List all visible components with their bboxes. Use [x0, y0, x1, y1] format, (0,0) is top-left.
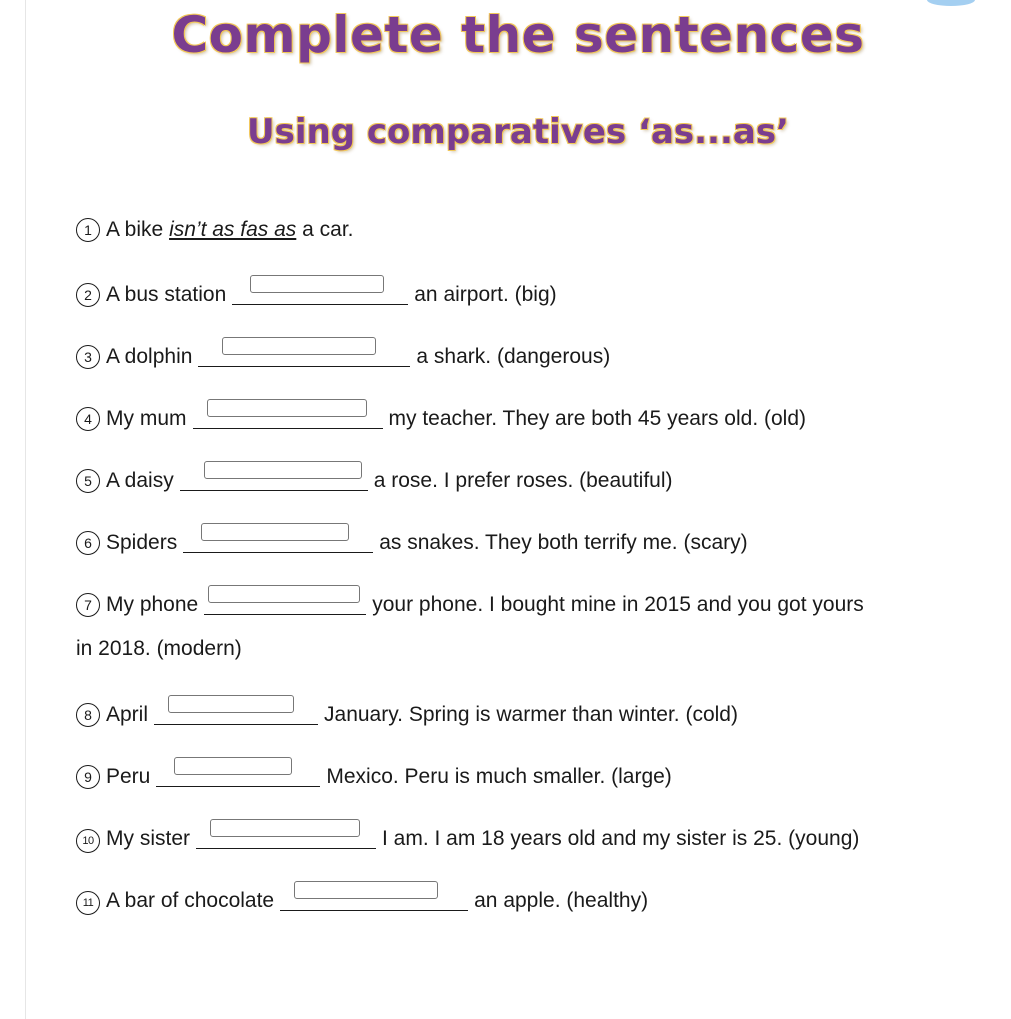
answer-input-8[interactable] — [168, 695, 294, 713]
item-number: 2 — [76, 283, 100, 307]
sentence-start: April — [106, 703, 149, 726]
item-number: 9 — [76, 765, 100, 789]
sentence-2 — [76, 280, 557, 308]
answer-blank — [204, 590, 366, 615]
answer-input-6[interactable] — [201, 523, 349, 541]
sentence-end: an airport. (big) — [414, 283, 557, 306]
item-number: 1 — [76, 218, 100, 242]
answer-input-10[interactable] — [210, 819, 360, 837]
example-answer: isn’t as fas as — [169, 218, 297, 241]
sentence-8 — [76, 700, 738, 728]
page-edge — [25, 0, 26, 1019]
answer-blank — [232, 280, 408, 305]
answer-blank — [196, 824, 376, 849]
sentence-9 — [76, 762, 672, 790]
item-number: 3 — [76, 345, 100, 369]
answer-blank — [180, 466, 368, 491]
sentence-start: My phone — [106, 593, 199, 616]
sentence-end: Mexico. Peru is much smaller. (large) — [326, 765, 672, 788]
worksheet-title: Complete the sentences — [171, 6, 865, 64]
sentence-start: Spiders — [106, 531, 178, 554]
sentence-end: a shark. (dangerous) — [416, 345, 611, 368]
sentence-end: my teacher. They are both 45 years old. (old) — [388, 407, 806, 430]
sentence-end: a rose. I prefer roses. (beautiful) — [373, 469, 673, 492]
answer-blank — [154, 700, 318, 725]
item-number: 6 — [76, 531, 100, 555]
sentence-3 — [76, 342, 610, 370]
item-number: 4 — [76, 407, 100, 431]
item-number: 10 — [76, 829, 100, 853]
answer-blank — [183, 528, 373, 553]
sentence-4 — [76, 404, 806, 432]
answer-blank — [198, 342, 410, 367]
sentence-start: A bike — [106, 218, 164, 241]
sentence-end: I am. I am 18 years old and my sister is 25. (young) — [382, 827, 860, 850]
sentence-start: A dolphin — [106, 345, 193, 368]
answer-input-11[interactable] — [294, 881, 438, 899]
answer-input-4[interactable] — [207, 399, 367, 417]
answer-blank — [280, 886, 468, 911]
answer-input-3[interactable] — [222, 337, 376, 355]
answer-blank — [156, 762, 320, 787]
sentence-end: a car. — [302, 218, 354, 241]
item-number: 11 — [76, 891, 100, 915]
answer-input-2[interactable] — [250, 275, 384, 293]
sentence-7-continuation: in 2018. (modern) — [76, 637, 242, 660]
sentence-10 — [76, 824, 859, 853]
sentence-7 — [76, 590, 864, 618]
sentence-11 — [76, 886, 648, 915]
sentence-start: A bar of chocolate — [106, 889, 275, 912]
sentence-start: A daisy — [106, 469, 174, 492]
worksheet-subtitle: Using comparatives ‘as...as’ — [247, 112, 789, 152]
sentence-end: January. Spring is warmer than winter. (cold) — [324, 703, 738, 726]
answer-blank — [193, 404, 383, 429]
sentence-start: A bus station — [106, 283, 227, 306]
sentence-5 — [76, 466, 673, 494]
sentence-end: as snakes. They both terrify me. (scary) — [379, 531, 748, 554]
item-number: 5 — [76, 469, 100, 493]
sentence-start: My mum — [106, 407, 187, 430]
sentence-6 — [76, 528, 748, 556]
answer-input-5[interactable] — [204, 461, 362, 479]
item-number: 7 — [76, 593, 100, 617]
sentence-start: My sister — [106, 827, 190, 850]
sentence-end: an apple. (healthy) — [474, 889, 649, 912]
sentence-end: your phone. I bought mine in 2015 and you got yours — [372, 593, 864, 616]
answer-input-9[interactable] — [174, 757, 292, 775]
item-number: 8 — [76, 703, 100, 727]
sentence-1 — [76, 217, 354, 243]
answer-input-7[interactable] — [208, 585, 360, 603]
sentence-start: Peru — [106, 765, 151, 788]
